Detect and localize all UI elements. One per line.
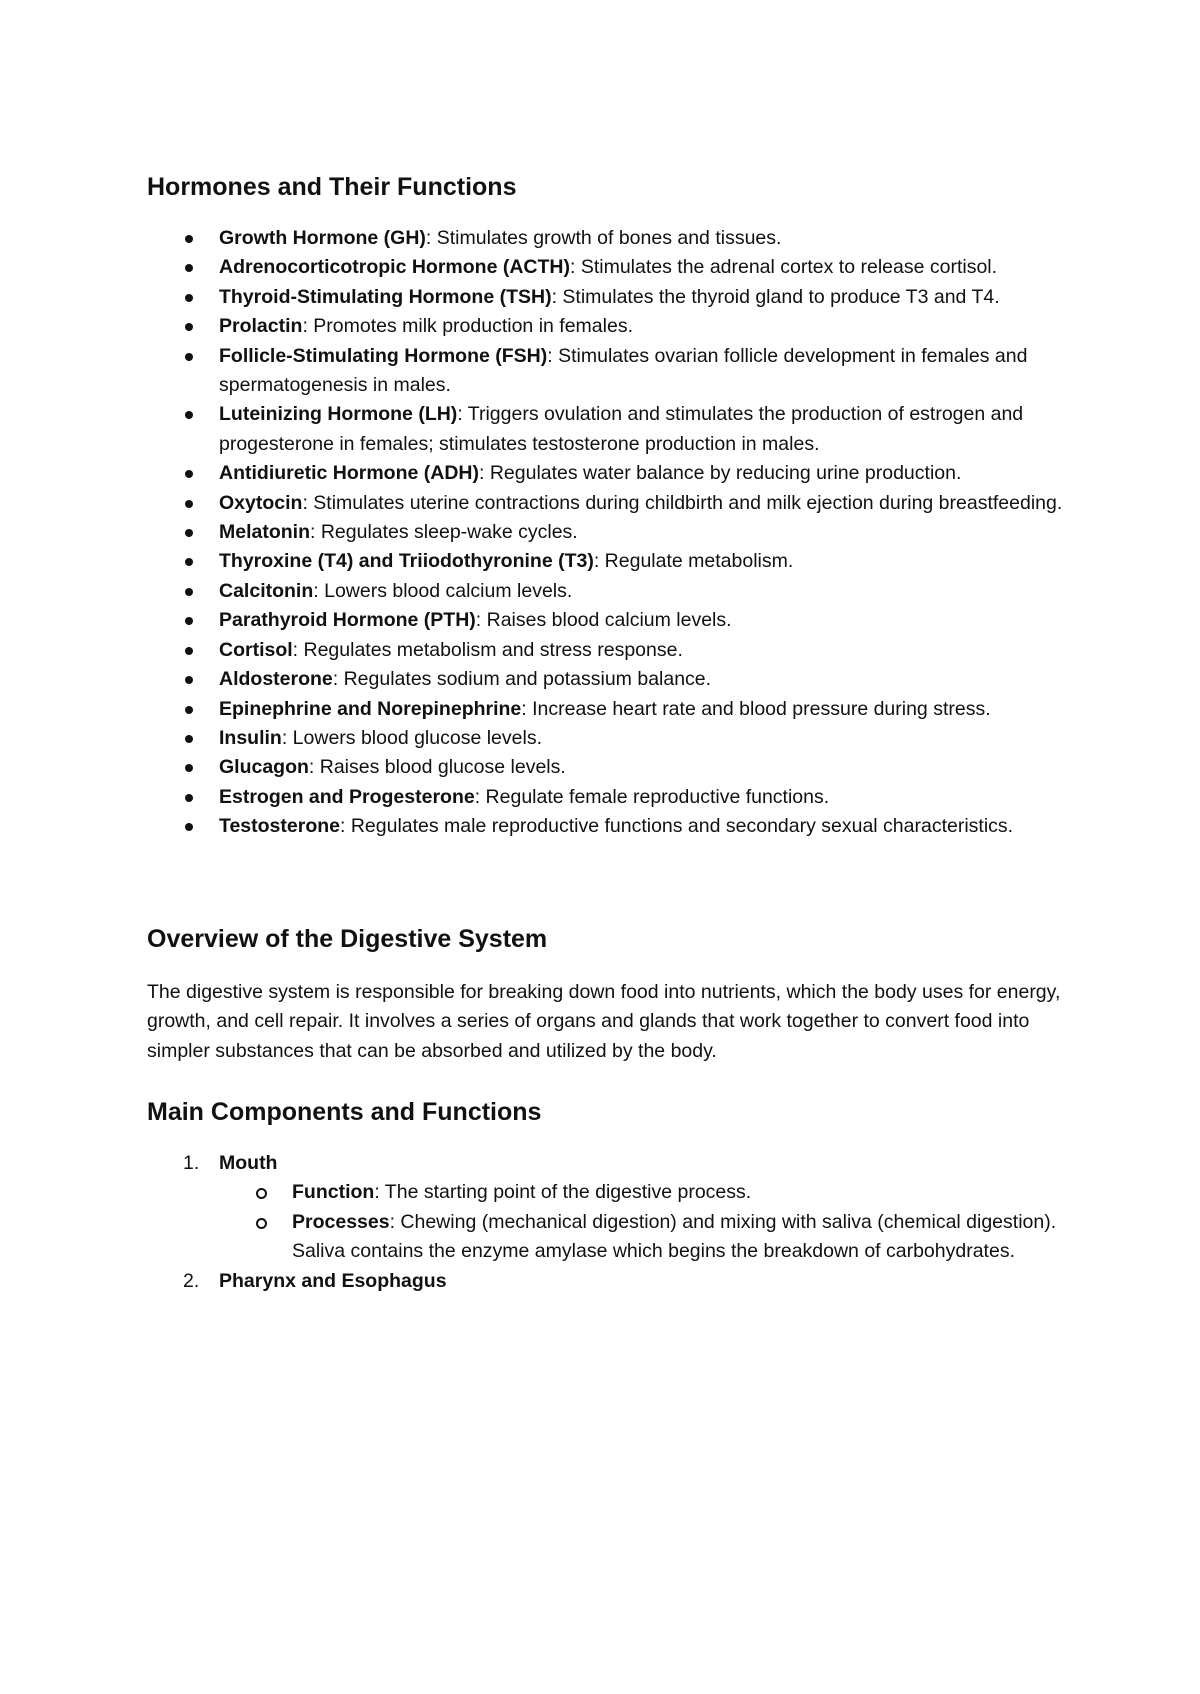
list-item bbox=[147, 606, 1070, 635]
list-item bbox=[147, 400, 1070, 459]
list-item bbox=[147, 724, 1070, 753]
hormone-term: Adrenocorticotropic Hormone (ACTH) bbox=[219, 256, 570, 279]
hormone-description: : Regulates metabolism and stress response. bbox=[292, 638, 683, 661]
hormone-description: : Increase heart rate and blood pressure during stress. bbox=[521, 697, 991, 720]
hormone-term: Aldosterone bbox=[219, 668, 333, 691]
hormone-term: Antidiuretic Hormone (ADH) bbox=[219, 462, 479, 485]
hormone-description: : Regulates male reproductive functions and secondary sexual characteristics. bbox=[340, 815, 1014, 838]
list-item bbox=[147, 547, 1070, 576]
hormone-description: : Regulates water balance by reducing urine production. bbox=[479, 462, 962, 485]
list-item bbox=[147, 783, 1070, 812]
hormone-description: : Regulates sodium and potassium balance. bbox=[332, 668, 712, 691]
list-item bbox=[147, 518, 1070, 547]
list-item bbox=[147, 636, 1070, 665]
hormone-term: Epinephrine and Norepinephrine bbox=[219, 697, 522, 720]
list-item bbox=[147, 342, 1070, 401]
list-number: 2. bbox=[183, 1269, 200, 1292]
hormone-description: : Stimulates the adrenal cortex to release cortisol. bbox=[570, 256, 998, 279]
hormone-description: : Raises blood glucose levels. bbox=[308, 756, 566, 779]
hormone-term: Cortisol bbox=[219, 638, 293, 661]
list-item bbox=[147, 312, 1070, 341]
list-item bbox=[147, 459, 1070, 488]
hormone-term: Growth Hormone (GH) bbox=[219, 227, 426, 249]
hormone-description: : Regulates sleep-wake cycles. bbox=[310, 521, 578, 544]
list-item bbox=[147, 577, 1070, 606]
detail-term: Processes bbox=[292, 1210, 390, 1233]
list-item bbox=[147, 283, 1070, 312]
hormone-term: Melatonin bbox=[219, 521, 310, 544]
organ-item bbox=[147, 1267, 1070, 1296]
hormone-list bbox=[147, 224, 1070, 842]
hormone-term: Estrogen and Progesterone bbox=[219, 785, 475, 808]
hormone-term: Oxytocin bbox=[219, 491, 303, 514]
hormone-description: : Raises blood calcium levels. bbox=[475, 609, 732, 632]
hormones-section-title: Hormones and Their Functions bbox=[147, 173, 517, 201]
list-item bbox=[147, 253, 1070, 282]
organ-item bbox=[147, 1149, 1070, 1267]
organ-list bbox=[147, 1149, 1070, 1296]
hormone-description: : Regulate metabolism. bbox=[593, 550, 794, 573]
detail-term: Function bbox=[292, 1181, 375, 1204]
hormone-description: : Lowers blood calcium levels. bbox=[313, 579, 573, 602]
organ-name: Mouth bbox=[219, 1151, 278, 1174]
organ-name: Pharynx and Esophagus bbox=[219, 1269, 447, 1292]
hormone-description: : Lowers blood glucose levels. bbox=[281, 726, 542, 749]
hormone-description: : Triggers ovulation and stimulates the production of estrogen and progesterone in females; stimulates testosterone production in males. bbox=[219, 403, 1024, 455]
list-item bbox=[147, 665, 1070, 694]
hormone-term: Luteinizing Hormone (LH) bbox=[219, 403, 458, 426]
hormone-term: Follicle-Stimulating Hormone (FSH) bbox=[219, 344, 548, 367]
list-item bbox=[147, 489, 1070, 518]
digestive-intro-paragraph: The digestive system is responsible for breaking down food into nutrients, which the body uses for energy, growth, and cell repair. It involves a series of organs and glands that work together to convert food into simpler substances that can be absorbed and utilized by the body. bbox=[147, 980, 1061, 1063]
organ-detail-item bbox=[219, 1208, 1070, 1267]
organ-detail-list bbox=[219, 1178, 1070, 1266]
hormone-term: Thyroid-Stimulating Hormone (TSH) bbox=[219, 285, 552, 308]
hormone-description: : Stimulates growth of bones and tissues. bbox=[425, 227, 782, 249]
hormone-description: : Stimulates the thyroid gland to produce T3 and T4. bbox=[551, 285, 1000, 308]
hormone-description: : Promotes milk production in females. bbox=[302, 315, 633, 338]
list-item bbox=[147, 812, 1070, 841]
hormone-term: Parathyroid Hormone (PTH) bbox=[219, 609, 476, 632]
hormone-term: Thyroxine (T4) and Triiodothyronine (T3) bbox=[219, 550, 594, 573]
detail-description: : The starting point of the digestive process. bbox=[374, 1181, 752, 1204]
hormone-term: Testosterone bbox=[219, 815, 340, 838]
list-number: 1. bbox=[183, 1151, 200, 1174]
hormone-term: Insulin bbox=[219, 726, 282, 749]
hormone-description: : Stimulates uterine contractions during childbirth and milk ejection during breastfeeding. bbox=[302, 491, 1063, 514]
detail-description: : Chewing (mechanical digestion) and mixing with saliva (chemical digestion). Saliva contains the enzyme amylase which begins the breakdown of carbohydrates. bbox=[292, 1210, 1057, 1263]
hormone-term: Calcitonin bbox=[219, 579, 314, 602]
components-section-title: Main Components and Functions bbox=[147, 1097, 542, 1126]
hormone-term: Prolactin bbox=[219, 315, 303, 338]
digestive-section-title: Overview of the Digestive System bbox=[147, 924, 548, 953]
list-item bbox=[147, 753, 1070, 782]
hormone-term: Glucagon bbox=[219, 756, 309, 779]
list-item bbox=[147, 695, 1070, 724]
hormone-description: : Regulate female reproductive functions. bbox=[474, 785, 830, 808]
list-item bbox=[147, 224, 1070, 253]
organ-detail-item bbox=[219, 1178, 1070, 1207]
hormone-description: : Stimulates ovarian follicle development in females and spermatogenesis in males. bbox=[219, 344, 1028, 397]
